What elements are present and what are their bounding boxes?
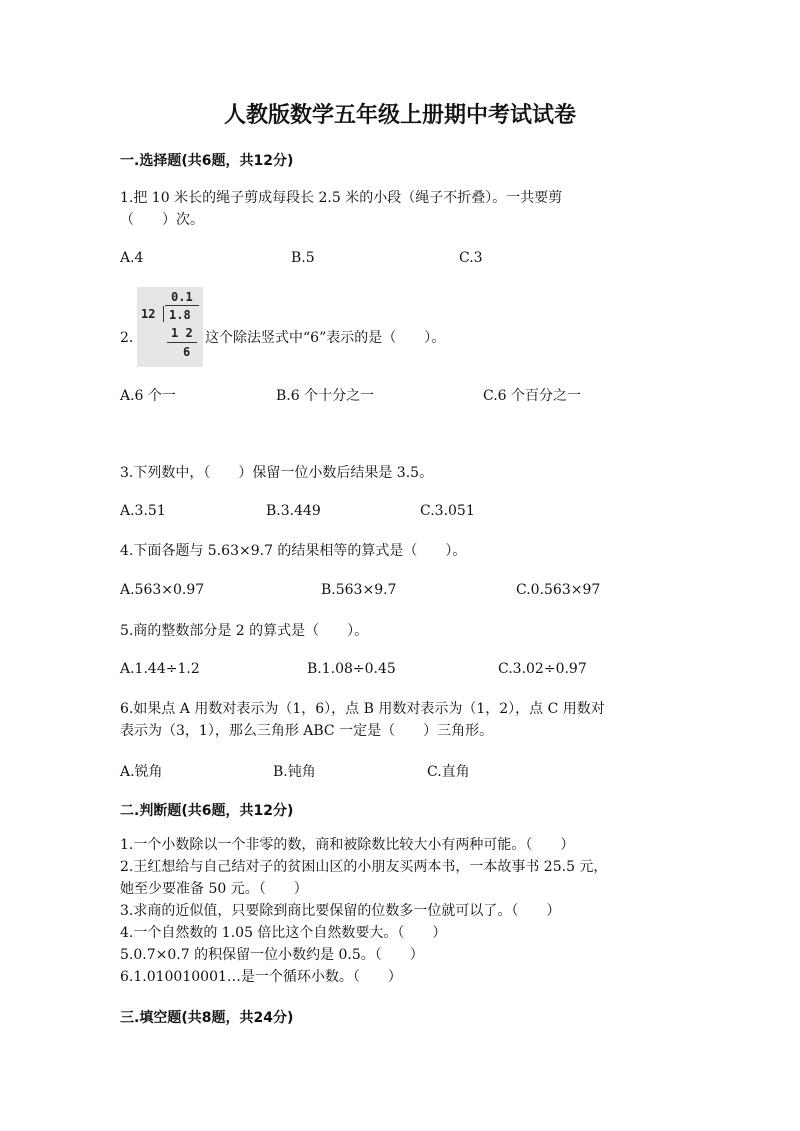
division-dividend: 1.8 bbox=[169, 308, 191, 322]
division-divisor: 12 bbox=[141, 307, 156, 321]
question-1-option-a: A.4 bbox=[120, 250, 144, 266]
question-6-option-b: B.钝角 bbox=[273, 764, 316, 780]
question-2-option-b: B.6 个十分之一 bbox=[276, 388, 375, 404]
question-4-option-c: C.0.563×97 bbox=[516, 582, 601, 598]
division-remainder: 6 bbox=[183, 345, 191, 359]
judge-item-1: 1.一个小数除以一个非零的数，商和被除数比较大小有两种可能。（ ） bbox=[120, 837, 575, 853]
section-heading-judge: 二.判断题(共6题，共12分) bbox=[120, 803, 294, 819]
judge-item-4: 4.一个自然数的 1.05 倍比这个自然数要大。（ ） bbox=[120, 925, 447, 941]
question-2-option-c: C.6 个百分之一 bbox=[483, 388, 582, 404]
question-6-line-1: 6.如果点 A 用数对表示为（1，6），点 B 用数对表示为（1，2），点 C 用数对 bbox=[120, 701, 605, 717]
section-heading-choice: 一.选择题(共6题，共12分) bbox=[120, 153, 294, 169]
question-6-option-c: C.直角 bbox=[427, 764, 470, 780]
division-quotient: 0.1 bbox=[171, 290, 193, 304]
question-5-option-c: C.3.02÷0.97 bbox=[498, 661, 587, 677]
division-bar bbox=[165, 305, 199, 306]
division-subtract-line bbox=[167, 342, 197, 343]
section-heading-fill: 三.填空题(共8题，共24分) bbox=[120, 1010, 294, 1026]
question-6-line-2: 表示为（3，1），那么三角形 ABC 一定是（ ）三角形。 bbox=[120, 723, 494, 739]
question-3-option-a: A.3.51 bbox=[120, 503, 166, 519]
question-6-option-a: A.锐角 bbox=[120, 764, 163, 780]
question-1-line-2: （ ）次。 bbox=[120, 212, 204, 228]
judge-item-2-line-2: 她至少要准备 50 元。（ ） bbox=[120, 881, 308, 897]
question-2-option-a: A.6 个一 bbox=[120, 388, 176, 404]
question-5-text: 5.商的整数部分是 2 的算式是（ ）。 bbox=[120, 623, 369, 639]
question-3-option-c: C.3.051 bbox=[420, 503, 475, 519]
question-2-text: 这个除法竖式中“6”表示的是（ ）。 bbox=[205, 330, 446, 346]
question-2-number: 2. bbox=[120, 330, 134, 346]
question-4-option-a: A.563×0.97 bbox=[120, 582, 205, 598]
division-product: 1 2 bbox=[171, 326, 193, 340]
judge-item-5: 5.0.7×0.7 的积保留一位小数约是 0.5。（ ） bbox=[120, 947, 424, 963]
question-1-line-1: 1.把 10 米长的绳子剪成每段长 2.5 米的小段（绳子不折叠）。一共要剪 bbox=[120, 190, 563, 206]
question-5-option-b: B.1.08÷0.45 bbox=[307, 661, 396, 677]
division-bracket bbox=[163, 306, 164, 322]
judge-item-2-line-1: 2.王红想给与自己结对子的贫困山区的小朋友买两本书，一本故事书 25.5 元， bbox=[120, 859, 608, 875]
question-4-text: 4.下面各题与 5.63×9.7 的结果相等的算式是（ ）。 bbox=[120, 543, 467, 559]
judge-item-3: 3.求商的近似值，只要除到商比要保留的位数多一位就可以了。（ ） bbox=[120, 903, 561, 919]
page-title: 人教版数学五年级上册期中考试试卷 bbox=[223, 103, 576, 128]
division-figure bbox=[137, 287, 203, 367]
question-3-text: 3.下列数中，（ ）保留一位小数后结果是 3.5。 bbox=[120, 465, 434, 481]
question-1-option-b: B.5 bbox=[291, 250, 315, 266]
question-5-option-a: A.1.44÷1.2 bbox=[120, 661, 200, 677]
question-1-option-c: C.3 bbox=[459, 250, 483, 266]
question-3-option-b: B.3.449 bbox=[266, 503, 321, 519]
question-4-option-b: B.563×9.7 bbox=[321, 582, 397, 598]
judge-item-6: 6.1.010010001…是一个循环小数。（ ） bbox=[120, 969, 402, 985]
